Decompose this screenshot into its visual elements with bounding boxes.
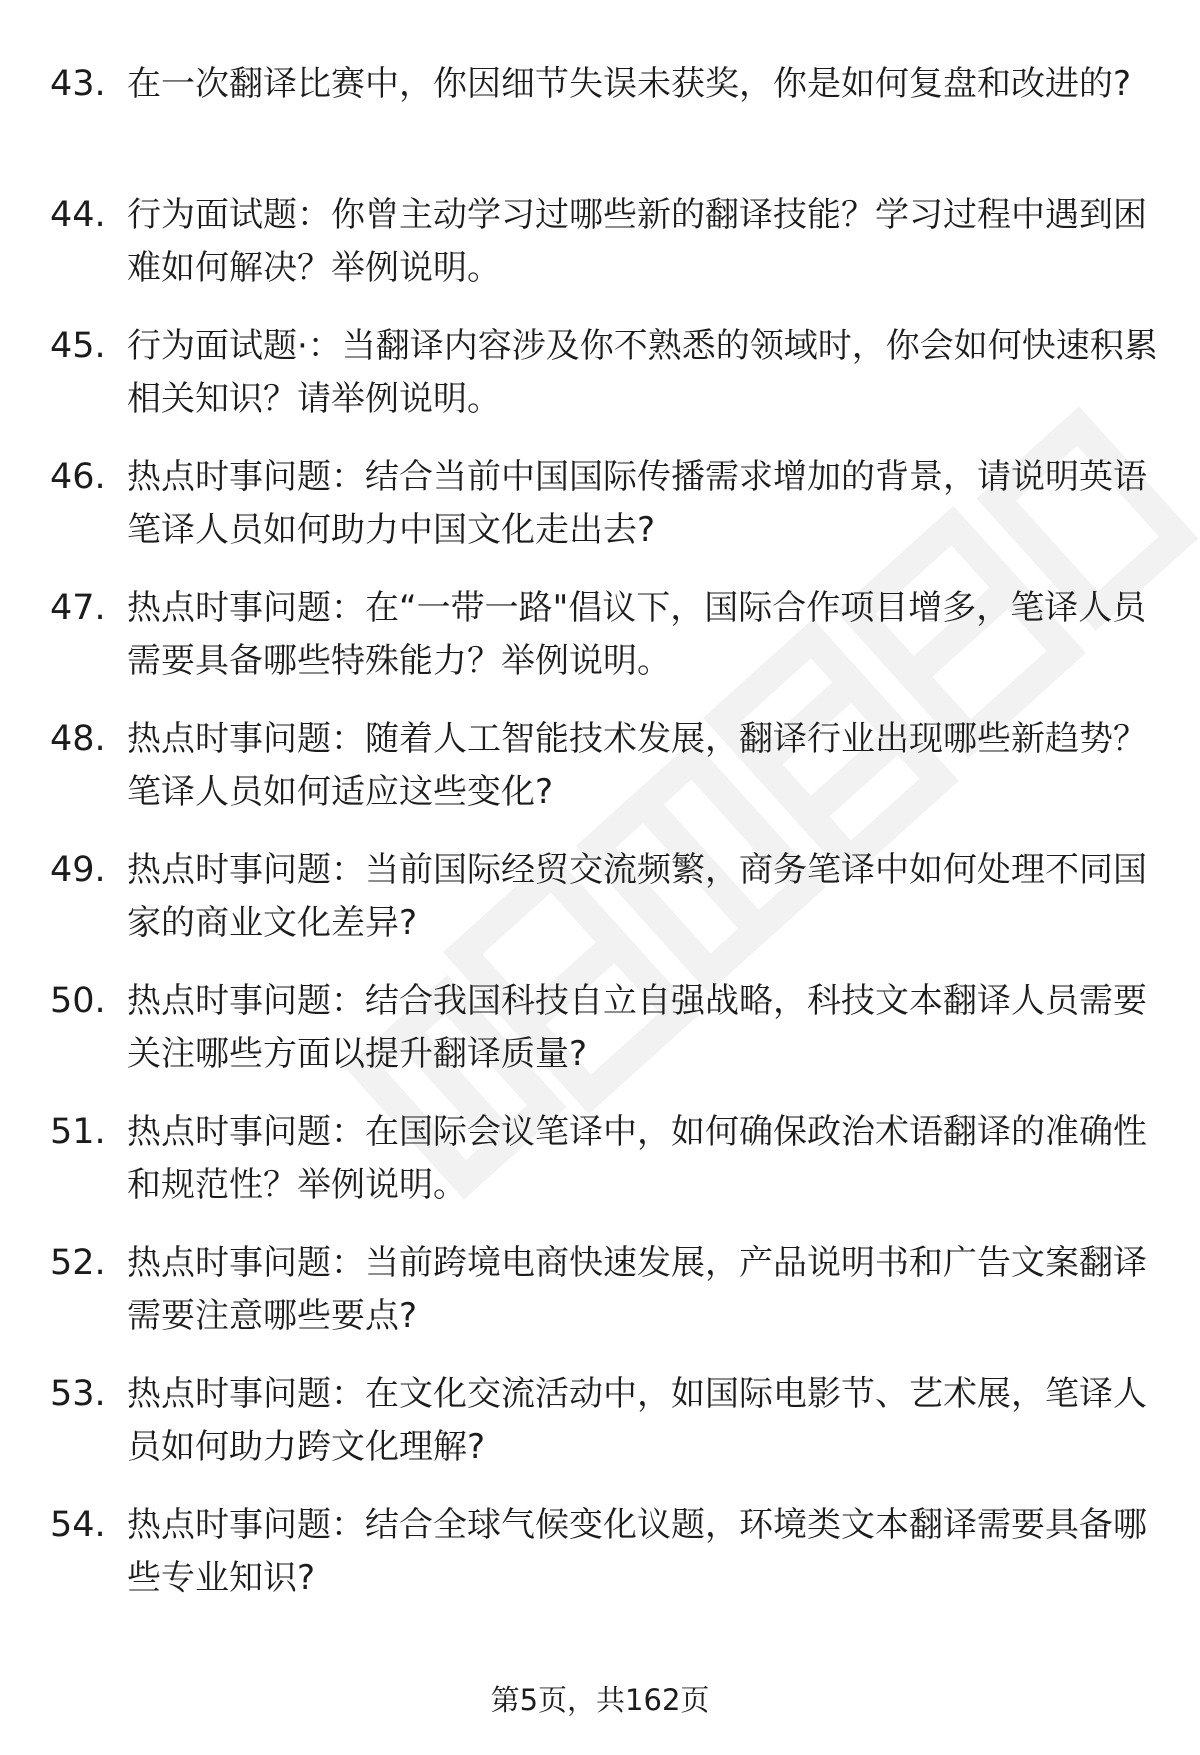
- question-text: 热点时事问题：结合当前中国国际传播需求增加的背景，请说明英语笔译人员如何助力中国文化走出去?: [127, 457, 1147, 550]
- question-text: 行为面试题·：当翻译内容涉及你不熟悉的领域时，你会如何快速积累相关知识？请举例说明。: [127, 326, 1158, 419]
- question-number: 45.: [50, 326, 106, 366]
- question-number: 51.: [50, 1112, 106, 1152]
- question-item: [0, 975, 1200, 1106]
- question-text: 热点时事问题：当前国际经贸交流频繁，商务笔译中如何处理不同国家的商业文化差异?: [127, 850, 1147, 943]
- page-footer: 第5页，共162页: [490, 1683, 710, 1717]
- question-number: 44.: [50, 195, 106, 235]
- question-text: 热点时事问题：在国际会议笔译中，如何确保政治术语翻译的准确性和规范性？举例说明。: [127, 1112, 1147, 1205]
- question-number: 46.: [50, 457, 106, 497]
- question-text: 热点时事问题：在文化交流活动中，如国际电影节、艺术展，笔译人员如何助力跨文化理解?: [127, 1374, 1147, 1467]
- question-text: 热点时事问题：随着人工智能技术发展，翻译行业出现哪些新趋势？笔译人员如何适应这些变化?: [127, 719, 1147, 812]
- question-number: 49.: [50, 850, 106, 890]
- question-text: 热点时事问题：在“一带一路"倡议下，国际合作项目增多，笔译人员需要具备哪些特殊能力？举例说明。: [127, 588, 1147, 681]
- question-number: 47.: [50, 588, 106, 628]
- question-item: [0, 1237, 1200, 1368]
- question-item: [0, 58, 1200, 189]
- question-item: [0, 1106, 1200, 1237]
- question-item: [0, 320, 1200, 451]
- question-item: [0, 1499, 1200, 1630]
- question-item: [0, 189, 1200, 320]
- question-number: 53.: [50, 1374, 106, 1414]
- question-item: [0, 844, 1200, 975]
- question-item: [0, 1368, 1200, 1499]
- question-text: 行为面试题：你曾主动学习过哪些新的翻译技能？学习过程中遇到困难如何解决？举例说明。: [127, 195, 1147, 288]
- question-number: 48.: [50, 719, 106, 759]
- question-item: [0, 582, 1200, 713]
- question-item: [0, 451, 1200, 582]
- question-text: 在一次翻译比赛中，你因细节失误未获奖，你是如何复盘和改进的?: [127, 64, 1132, 104]
- question-text: 热点时事问题：当前跨境电商快速发展，产品说明书和广告文案翻译需要注意哪些要点?: [127, 1243, 1147, 1336]
- question-number: 43.: [50, 64, 106, 104]
- question-text: 热点时事问题：结合全球气候变化议题，环境类文本翻译需要具备哪些专业知识?: [127, 1505, 1147, 1598]
- question-number: 50.: [50, 981, 106, 1021]
- question-number: 52.: [50, 1243, 106, 1283]
- question-list: [0, 58, 1200, 1630]
- question-item: [0, 713, 1200, 844]
- question-number: 54.: [50, 1505, 106, 1545]
- question-text: 热点时事问题：结合我国科技自立自强战略，科技文本翻译人员需要关注哪些方面以提升翻译质量?: [127, 981, 1147, 1074]
